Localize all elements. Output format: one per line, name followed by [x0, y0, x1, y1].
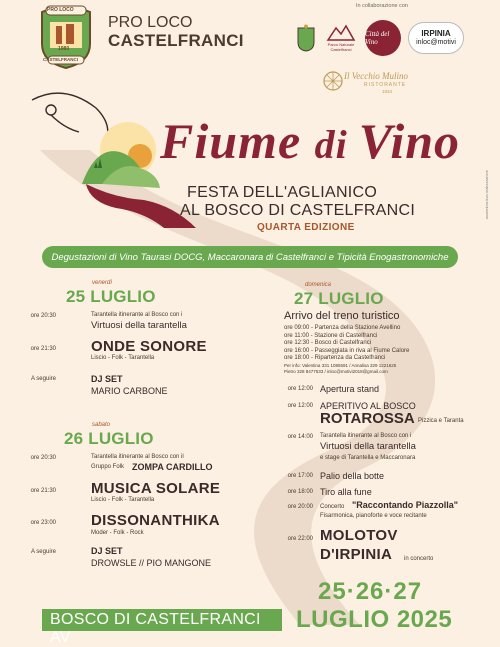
day3-e4-name: Palio della botte: [320, 471, 385, 481]
event-title-a: Fiume: [160, 113, 315, 169]
parco-logo-text: Parco Naturale Castelfranci: [327, 42, 355, 52]
day1-e3-artist: MARIO CARBONE: [91, 386, 168, 396]
day1-e1-time: ore 20:30: [30, 313, 56, 319]
day1-e3-name: DJ SET: [91, 374, 123, 384]
train-title: Arrivo del treno turistico: [284, 310, 400, 322]
collaboration-label: In collaborazione con: [356, 3, 408, 9]
day3-e2-extra: Pizzica e Taranta: [418, 418, 464, 424]
train-line: ore 16:00 - Passeggiata in riva al Fiume Calore: [284, 347, 410, 354]
train-info: [284, 363, 396, 375]
day3-e7-time: ore 22:00: [287, 536, 313, 542]
day2-e3-genre: Moder - Folk - Rock: [91, 530, 144, 536]
day1-e2-genre: Liscio - Folk - Tarantella: [91, 355, 155, 361]
day1-date: 25 LUGLIO: [66, 287, 156, 306]
day3-e3-extra: e stage di Tarantella e Maccaronara: [320, 455, 416, 461]
tasting-banner: Degustazioni di Vino Taurasi DOCG, Maccaronara di Castelfranci e Tipicità Enogastronomiche: [42, 246, 458, 268]
day2-e1-name: ZOMPA CARDILLO: [132, 462, 213, 472]
day3-e7-name-1: MOLOTOV: [320, 527, 398, 544]
day3-e6-name: "Raccontando Piazzolla": [352, 500, 459, 510]
day2-date: 26 LUGLIO: [64, 429, 154, 448]
train-line: ore 12:30 - Bosco di Castelfranci: [284, 340, 372, 346]
event-subtitle-1: FESTA DELL'AGLIANICO: [187, 184, 378, 201]
crest-year: 1980: [58, 46, 70, 52]
day3-date: 27 LUGLIO: [294, 289, 384, 308]
day1-e3-time: A seguire: [30, 376, 56, 382]
parco-logo: [323, 20, 359, 56]
day2-e3-name: DISSONANTHIKA: [91, 512, 220, 529]
day2-e1-small2: Gruppo Folk: [91, 464, 125, 470]
vecchio-mulino-logo: [322, 66, 438, 102]
side-credit: assembra.tiva realizzazione: [484, 170, 489, 220]
day1-e1-name: Virtuosi della tarantella: [91, 320, 187, 331]
event-subtitle-2: AL BOSCO DI CASTELFRANCI: [180, 202, 416, 219]
day2-e2-name: MUSICA SOLARE: [91, 480, 221, 497]
day3-e6-pre: Concerto: [320, 504, 345, 510]
train-line: ore 11:00 - Stazione di Castelfranci: [284, 332, 378, 339]
train-info-line: Per info: Valentina 331 1085591 / Annalisa 329 1221625: [284, 363, 397, 368]
day3-e2-name: APERITIVO AL BOSCO: [320, 401, 416, 411]
day3-e2-time: ore 12:00: [287, 403, 313, 409]
day3-e7-extra: in concerto: [404, 556, 434, 562]
footer-dates: 25·26·27: [318, 578, 423, 605]
day2-e4-artist: DROWSLE // PIO MANGONE: [91, 558, 212, 568]
day3-e5-name: Tiro alla fune: [320, 487, 372, 497]
crest-top-text: PRO LOCO: [47, 7, 74, 13]
day2-e1-small: Tarantella itinerante al Bosco con il: [91, 454, 184, 460]
train-schedule: [284, 325, 409, 363]
event-title: [160, 112, 460, 170]
day1-e2-time: ore 21:30: [30, 346, 56, 352]
day1-e1-small: Tarantella itinerante al Bosco con i: [91, 312, 183, 318]
day3-e6-time: ore 20:00: [287, 504, 313, 510]
day3-e7-name-2: D'IRPINIA: [320, 546, 393, 563]
day3-e1-name: Apertura stand: [320, 384, 380, 394]
mulino-year: 1834: [382, 89, 393, 94]
irpinia-logo: [408, 20, 464, 56]
proloco-name: CASTELFRANCI: [108, 31, 244, 50]
train-line: ore 18:00 - Ripartenza da Castelfranci: [284, 355, 386, 361]
day3-e3-small: Tarantella itinerante al Bosco con i: [320, 433, 412, 439]
day2-e3-time: ore 23:00: [30, 520, 56, 526]
day3-e4-time: ore 17:00: [287, 473, 313, 479]
crest-bottom-text: CASTELFRANCI: [43, 57, 78, 62]
event-title-b: Vino: [358, 113, 461, 169]
proloco-title: PRO LOCO: [108, 14, 193, 31]
train-info-line: Pietro 328 8477533 / inloc@motivi2018@gmail.com: [284, 369, 388, 374]
irpinia-logo-sub: inloc@motivi: [416, 39, 456, 46]
day1-dayname: venerdì: [92, 280, 113, 286]
citta-del-vino-logo: Città del Vino: [364, 20, 402, 56]
mulino-sub: RISTORANTE: [364, 82, 407, 88]
day3-e3-name: Virtuosi della tarantella: [320, 441, 416, 452]
irpinia-logo-title: IRPINIA: [421, 29, 451, 38]
comune-crest-logo: [292, 20, 320, 56]
day3-e6-extra: Fisarmonica, pianoforte e voce recitante: [320, 513, 427, 519]
day1-e2-name: ONDE SONORE: [91, 338, 207, 355]
footer-place: BOSCO DI CASTELFRANCI AV: [42, 609, 282, 631]
day2-dayname: sabato: [92, 422, 111, 428]
day3-e3-time: ore 14:00: [287, 434, 313, 440]
day3-e5-time: ore 18:00: [287, 489, 313, 495]
day2-e2-time: ore 21:30: [30, 488, 56, 494]
day2-e4-name: DJ SET: [91, 546, 123, 556]
day2-e4-time: A seguire: [30, 549, 56, 555]
mulino-name: Il Vecchio Mulino: [344, 71, 408, 81]
day3-e1-time: ore 12:00: [287, 386, 313, 392]
day3-e2-brand: ROTAROSSA: [320, 410, 415, 427]
day3-dayname: domenica: [305, 282, 332, 288]
event-title-di: di: [314, 122, 359, 167]
day2-e2-genre: Liscio - Folk - Tarantella: [91, 497, 155, 503]
day2-e1-time: ore 20:30: [30, 455, 56, 461]
train-line: ore 09:00 - Partenza della Stazione Avellino: [284, 325, 401, 331]
footer-year: LUGLIO 2025: [296, 606, 453, 633]
event-edition: QUARTA EDIZIONE: [257, 222, 355, 233]
